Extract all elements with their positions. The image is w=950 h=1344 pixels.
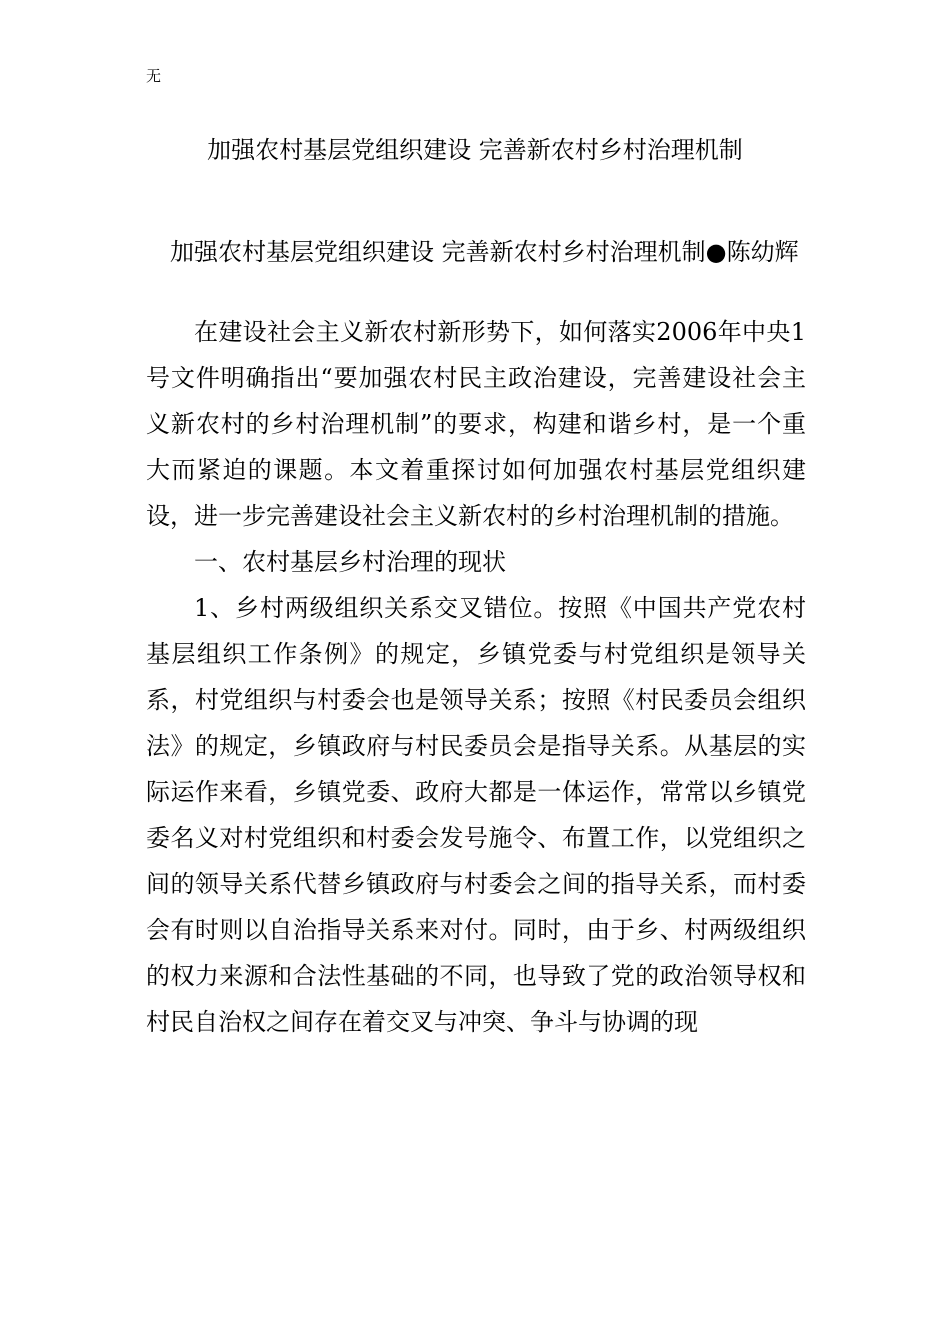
header-mark: 无	[146, 67, 162, 85]
article-body	[146, 230, 806, 1045]
paragraph-gap	[146, 275, 806, 309]
intro-paragraph: 在建设社会主义新农村新形势下，如何落实2006年中央1号文件明确指出“要加强农村民主政治建设，完善建设社会主义新农村的乡村治理机制”的要求，构建和谐乡村，是一个重大而紧迫的课题。本文着重探讨如何加强农村基层党组织建设，进一步完善建设社会主义新农村的乡村治理机制的措施。	[146, 318, 806, 530]
body-paragraph: 1、乡村两级组织关系交叉错位。按照《中国共产党农村基层组织工作条例》的规定，乡镇党委与村党组织是领导关系，村党组织与村委会也是领导关系；按照《村民委员会组织法》的规定，乡镇政府与村民委员会是指导关系。从基层的实际运作来看，乡镇党委、政府大都是一体运作，常常以乡镇党委名义对村党组织和村委会发号施令、布置工作，以党组织之间的领导关系代替乡镇政府与村委会之间的指导关系，而村委会有时则以自治指导关系来对付。同时，由于乡、村两级组织的权力来源和合法性基础的不同，也导致了党的政治领导权和村民自治权之间存在着交叉与冲突、争斗与协调的现	[146, 594, 806, 1036]
document-title: 加强农村基层党组织建设 完善新农村乡村治理机制	[207, 136, 743, 164]
section-heading: 一、农村基层乡村治理的现状	[194, 548, 506, 576]
article-subtitle: 加强农村基层党组织建设 完善新农村乡村治理机制●陈幼辉	[170, 238, 799, 266]
